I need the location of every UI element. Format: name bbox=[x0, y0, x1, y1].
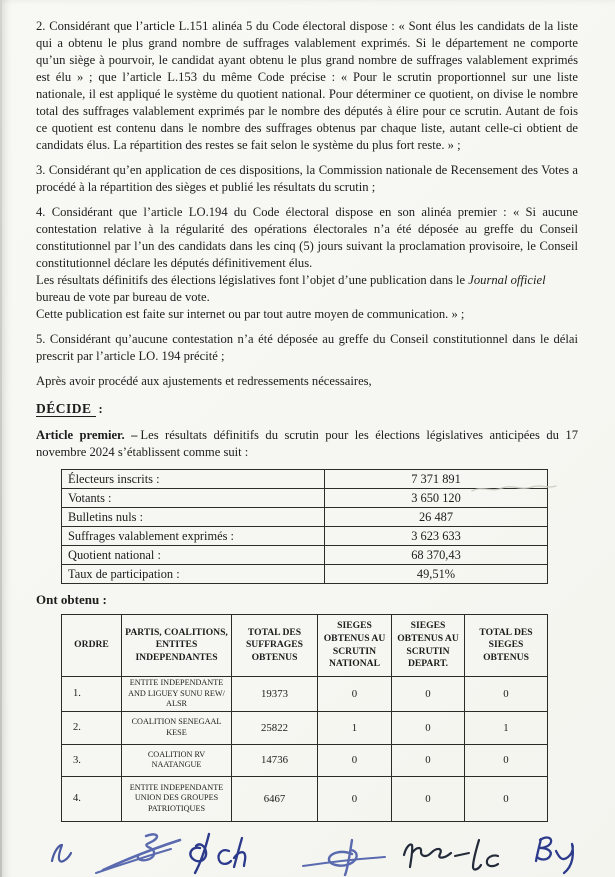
cell-sieges-depart: 0 bbox=[392, 677, 465, 712]
table-row bbox=[62, 527, 548, 546]
table-row bbox=[62, 565, 548, 584]
p4-text-3: bureau de vote par bureau de vote. bbox=[36, 290, 210, 304]
paragraph-3: 3. Considérant qu’en application de ces dispositions, la Commission nationale de Recensement des Votes a procédé à la répartition des sièges et publié les résultats du scrutin ; bbox=[36, 163, 578, 194]
signature-mark-7 bbox=[536, 838, 573, 873]
cell-total-sieges: 0 bbox=[465, 677, 548, 712]
result-label: Électeurs inscrits : bbox=[62, 470, 325, 489]
paragraph-2: 2. Considérant que l’article L.151 alinéa 5 du Code électoral dispose : « Sont élus les candidats de la liste qui a obtenu le plus grand nombre de suffrages valablement exprimés. Si le département ne comporte qu’un siège à pourvoir, le candidat ayant obtenu le plus grand nombre de suffrages valablement exprimés est élu » ; que l’article L.153 du même Code précise : « Pour le scrutin proportionnel sur une liste nationale, il est appliqué le système du quotient national. Pour déterminer ce quotient, on divise le nombre total des suffrages valablement exprimés par le nombre des députés à élire pour ce scrutin. Autant de fois ce quotient est contenu dans le nombre des suffrages obtenus par chaque liste, autant celle-ci obtient de candidats élus. La répartition des restes se fait selon le système du plus fort reste. » ; bbox=[36, 19, 578, 152]
cell-suffrages: 25822 bbox=[232, 711, 318, 744]
paragraph-6: Après avoir procédé aux ajustements et redressements nécessaires, bbox=[36, 374, 372, 388]
table-row bbox=[62, 711, 548, 744]
result-label: Votants : bbox=[62, 489, 325, 508]
p4-text-4: Cette publication est faite sur internet ou par tout autre moyen de communication. » ; bbox=[36, 307, 465, 321]
cell-party: COALITION RV NAATANGUE bbox=[122, 744, 232, 776]
result-label: Bulletins nuls : bbox=[62, 508, 325, 527]
decide-heading-line bbox=[36, 400, 578, 418]
cell-sieges-national: 0 bbox=[318, 677, 392, 712]
cell-total-sieges: 0 bbox=[465, 744, 548, 776]
signatures-strip bbox=[0, 828, 615, 877]
signature-mark-1 bbox=[52, 845, 71, 862]
signature-mark-6 bbox=[404, 840, 498, 869]
cell-suffrages: 6467 bbox=[232, 776, 318, 821]
table-row bbox=[62, 508, 548, 527]
cell-ordre: 2. bbox=[62, 711, 122, 744]
cell-party: COALITION SENEGAAL KESE bbox=[122, 711, 232, 744]
result-label: Taux de participation : bbox=[62, 565, 325, 584]
column-header-sieges-depart: SIEGES OBTENUS AU SCRUTIN DEPART. bbox=[392, 615, 465, 677]
column-header-ordre: ORDRE bbox=[62, 615, 122, 677]
result-label: Quotient national : bbox=[62, 546, 325, 565]
cell-sieges-depart: 0 bbox=[392, 711, 465, 744]
result-value: 68 370,43 bbox=[325, 546, 548, 565]
column-header-sieges-national: SIEGES OBTENUS AU SCRUTIN NATIONAL bbox=[318, 615, 392, 677]
result-value: 3 650 120 bbox=[325, 489, 548, 508]
p4-text-2: Les résultats définitifs des élections législatives font l’objet d’une publication dans le bbox=[36, 273, 469, 287]
article-premier-paragraph bbox=[36, 427, 578, 461]
seats-table bbox=[61, 614, 548, 822]
cell-ordre: 1. bbox=[62, 677, 122, 712]
cell-sieges-national: 0 bbox=[318, 744, 392, 776]
signature-mark-4 bbox=[219, 838, 246, 867]
cell-party: ENTITE INDEPENDANTE AND LIGUEY SUNU REW/ ALSR bbox=[122, 677, 232, 712]
article-premier-text: Les résultats définitifs du scrutin pour les élections législatives anticipées du 17 novembre 2024 s’établissent comme suit : bbox=[36, 428, 578, 459]
p4-text-1: 4. Considérant que l’article LO.194 du Code électoral dispose en son alinéa premier : « Si aucune contestation relative à la régularité des opérations électorales n’a été déposée au greffe du Conseil constitutionnel par l’un des candidats dans les cinq (5) jours suivant la proclamation provisoire, le Conseil constitutionnel déclare les députés définitivement élus. bbox=[36, 205, 578, 270]
result-value: 3 623 633 bbox=[325, 527, 548, 546]
article-premier-label: Article premier. – bbox=[36, 428, 138, 442]
signature-mark-2 bbox=[96, 834, 180, 873]
signature-mark-3 bbox=[190, 834, 209, 873]
cell-sieges-national: 1 bbox=[318, 711, 392, 744]
column-header-total-sieges: TOTAL DES SIEGES OBTENUS bbox=[465, 615, 548, 677]
paragraph-4 bbox=[36, 204, 578, 323]
result-value: 7 371 891 bbox=[325, 470, 548, 489]
result-label: Suffrages valablement exprimés : bbox=[62, 527, 325, 546]
signature-mark-5 bbox=[303, 840, 385, 875]
cell-sieges-depart: 0 bbox=[392, 776, 465, 821]
table-row bbox=[62, 776, 548, 821]
table-row bbox=[62, 744, 548, 776]
table-header-row bbox=[62, 615, 548, 677]
result-value: 26 487 bbox=[325, 508, 548, 527]
cell-sieges-depart: 0 bbox=[392, 744, 465, 776]
cell-ordre: 3. bbox=[62, 744, 122, 776]
cell-suffrages: 19373 bbox=[232, 677, 318, 712]
cell-suffrages: 14736 bbox=[232, 744, 318, 776]
table-row bbox=[62, 677, 548, 712]
column-header-partis: PARTIS, COALITIONS, ENTITES INDEPENDANTES bbox=[122, 615, 232, 677]
decide-heading: DÉCIDE bbox=[36, 401, 96, 417]
journal-officiel-italic: Journal officiel bbox=[468, 273, 546, 287]
cell-party: ENTITE INDEPENDANTE UNION DES GROUPES PATRIOTIQUES bbox=[122, 776, 232, 821]
cell-total-sieges: 1 bbox=[465, 711, 548, 744]
table-row bbox=[62, 546, 548, 565]
cell-total-sieges: 0 bbox=[465, 776, 548, 821]
pencil-smudge bbox=[468, 480, 560, 498]
column-header-suffrages: TOTAL DES SUFFRAGES OBTENUS bbox=[232, 615, 318, 677]
paragraph-5: 5. Considérant qu’aucune contestation n’a été déposée au greffe du Conseil constitutionnel dans le délai prescrit par l’article LO. 194 précité ; bbox=[36, 332, 578, 363]
decide-colon: : bbox=[98, 402, 103, 416]
cell-ordre: 4. bbox=[62, 776, 122, 821]
ont-obtenu-label: Ont obtenu : bbox=[36, 592, 107, 607]
result-value: 49,51% bbox=[325, 565, 548, 584]
cell-sieges-national: 0 bbox=[318, 776, 392, 821]
